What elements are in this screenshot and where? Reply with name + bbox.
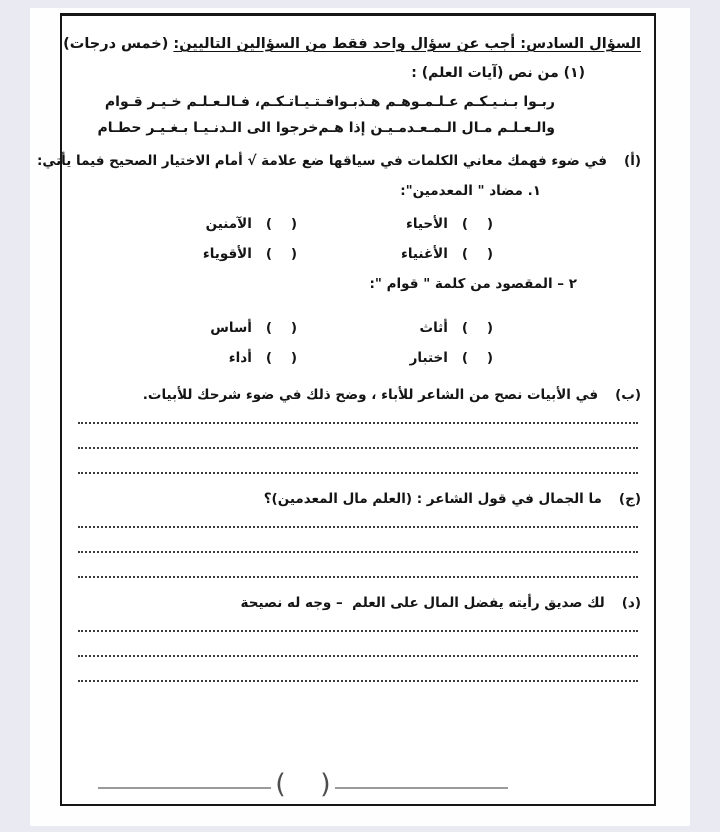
section-title-text: السؤال السادس: أجب عن سؤال واحد فقط من السؤالين التاليين:	[173, 36, 641, 52]
answer-line[interactable]	[78, 641, 638, 657]
option-item	[157, 244, 297, 264]
option-item	[157, 348, 297, 368]
options-row	[75, 318, 493, 338]
part-c-heading	[75, 488, 641, 510]
answer-parentheses[interactable]: ( )	[461, 246, 493, 262]
answer-line[interactable]	[78, 408, 638, 424]
option-label: اختبار	[409, 350, 448, 366]
option-item	[353, 318, 493, 338]
answer-parentheses[interactable]: ( )	[265, 350, 297, 366]
option-item	[157, 318, 297, 338]
part-b-label: (ب)	[615, 387, 641, 403]
option-label: أساس	[210, 320, 252, 336]
poem-verse-2	[97, 115, 555, 141]
part-d-label: (د)	[621, 595, 641, 611]
answer-line[interactable]	[78, 616, 638, 632]
option-label: الآمنين	[205, 216, 252, 232]
exam-sheet	[30, 8, 690, 826]
poem-verse-1	[104, 89, 555, 115]
part-b-heading	[75, 384, 641, 406]
option-item	[157, 214, 297, 234]
part-d-answer-area	[75, 616, 641, 682]
answer-parentheses[interactable]: ( )	[265, 246, 297, 262]
answer-parentheses[interactable]: ( )	[265, 320, 297, 336]
section-title-marks: (خمس درجات)	[63, 36, 169, 52]
option-item	[353, 214, 493, 234]
page-number-footer	[98, 771, 508, 804]
part-a-prompt: في ضوء فهمك معاني الكلمات في سياقها ضع علامة √ أمام الاختيار الصحيح فيما يأتي:	[37, 153, 608, 169]
part-a-heading	[37, 150, 641, 172]
answer-line[interactable]	[78, 537, 638, 553]
options-row	[75, 214, 493, 234]
part-d-prompt: لك صديق رأيته يفضل المال على العلم – وجه له نصيحة	[240, 595, 605, 611]
part-c-answer-area	[75, 512, 641, 578]
options-row	[75, 244, 493, 264]
option-item	[353, 244, 493, 264]
option-label: أثاث	[419, 320, 448, 336]
question-1-heading: ١. مضاد " المعدمين":	[400, 183, 541, 199]
question-frame	[37, 13, 656, 806]
question-2-heading: ٢ – المقصود من كلمة " قوام ":	[369, 276, 577, 292]
part-c-label: (ج)	[618, 491, 641, 507]
option-label: أداء	[228, 350, 252, 366]
answer-parentheses[interactable]: ( )	[461, 320, 493, 336]
option-item	[353, 348, 493, 368]
answer-line[interactable]	[78, 458, 638, 474]
part-b-answer-area	[75, 408, 641, 474]
part-a-label: (أ)	[624, 153, 641, 169]
poem-block	[97, 89, 555, 141]
part-b-prompt: في الأبيات نصح من الشاعر للأباء ، وضح ذلك في ضوء شرحك للأبيات.	[142, 387, 599, 403]
footer-rule-right	[335, 787, 508, 789]
page-number-parentheses: ( )	[275, 769, 331, 800]
part-c-prompt: ما الجمال في قول الشاعر : (العلم مال المعدمين)؟	[263, 491, 602, 507]
option-label: الأحياء	[405, 216, 448, 232]
footer-rule-left	[98, 787, 271, 789]
verse-1-first-hemistich: ربـوا بـنـيـكـم عـلـمـوهـم هـذبـوا	[334, 94, 555, 110]
answer-line[interactable]	[78, 666, 638, 682]
verse-2-second-hemistich: خرجوا الى الـدنـيـا بـغـيـر حطـام	[97, 120, 319, 136]
answer-parentheses[interactable]: ( )	[461, 350, 493, 366]
answer-parentheses[interactable]: ( )	[461, 216, 493, 232]
option-label: الأغنياء	[400, 246, 448, 262]
option-label: الأقوياء	[202, 246, 252, 262]
verse-2-first-hemistich: والـعـلـم مـال الـمـعـدمـيـن إذا هـم	[318, 120, 555, 136]
part-d-heading	[75, 592, 641, 614]
answer-line[interactable]	[78, 562, 638, 578]
answer-line[interactable]	[78, 433, 638, 449]
answer-line[interactable]	[78, 512, 638, 528]
options-row	[75, 348, 493, 368]
answer-parentheses[interactable]: ( )	[265, 216, 297, 232]
question-1-options	[75, 214, 641, 264]
text-source-line: (١) من نص (آيات العلم) :	[411, 65, 585, 81]
section-title	[63, 32, 641, 56]
verse-1-second-hemistich: فـتـيـاتـكـم، فـالـعـلـم خـيـر قـوام	[104, 94, 335, 110]
question-2-options	[75, 318, 641, 368]
